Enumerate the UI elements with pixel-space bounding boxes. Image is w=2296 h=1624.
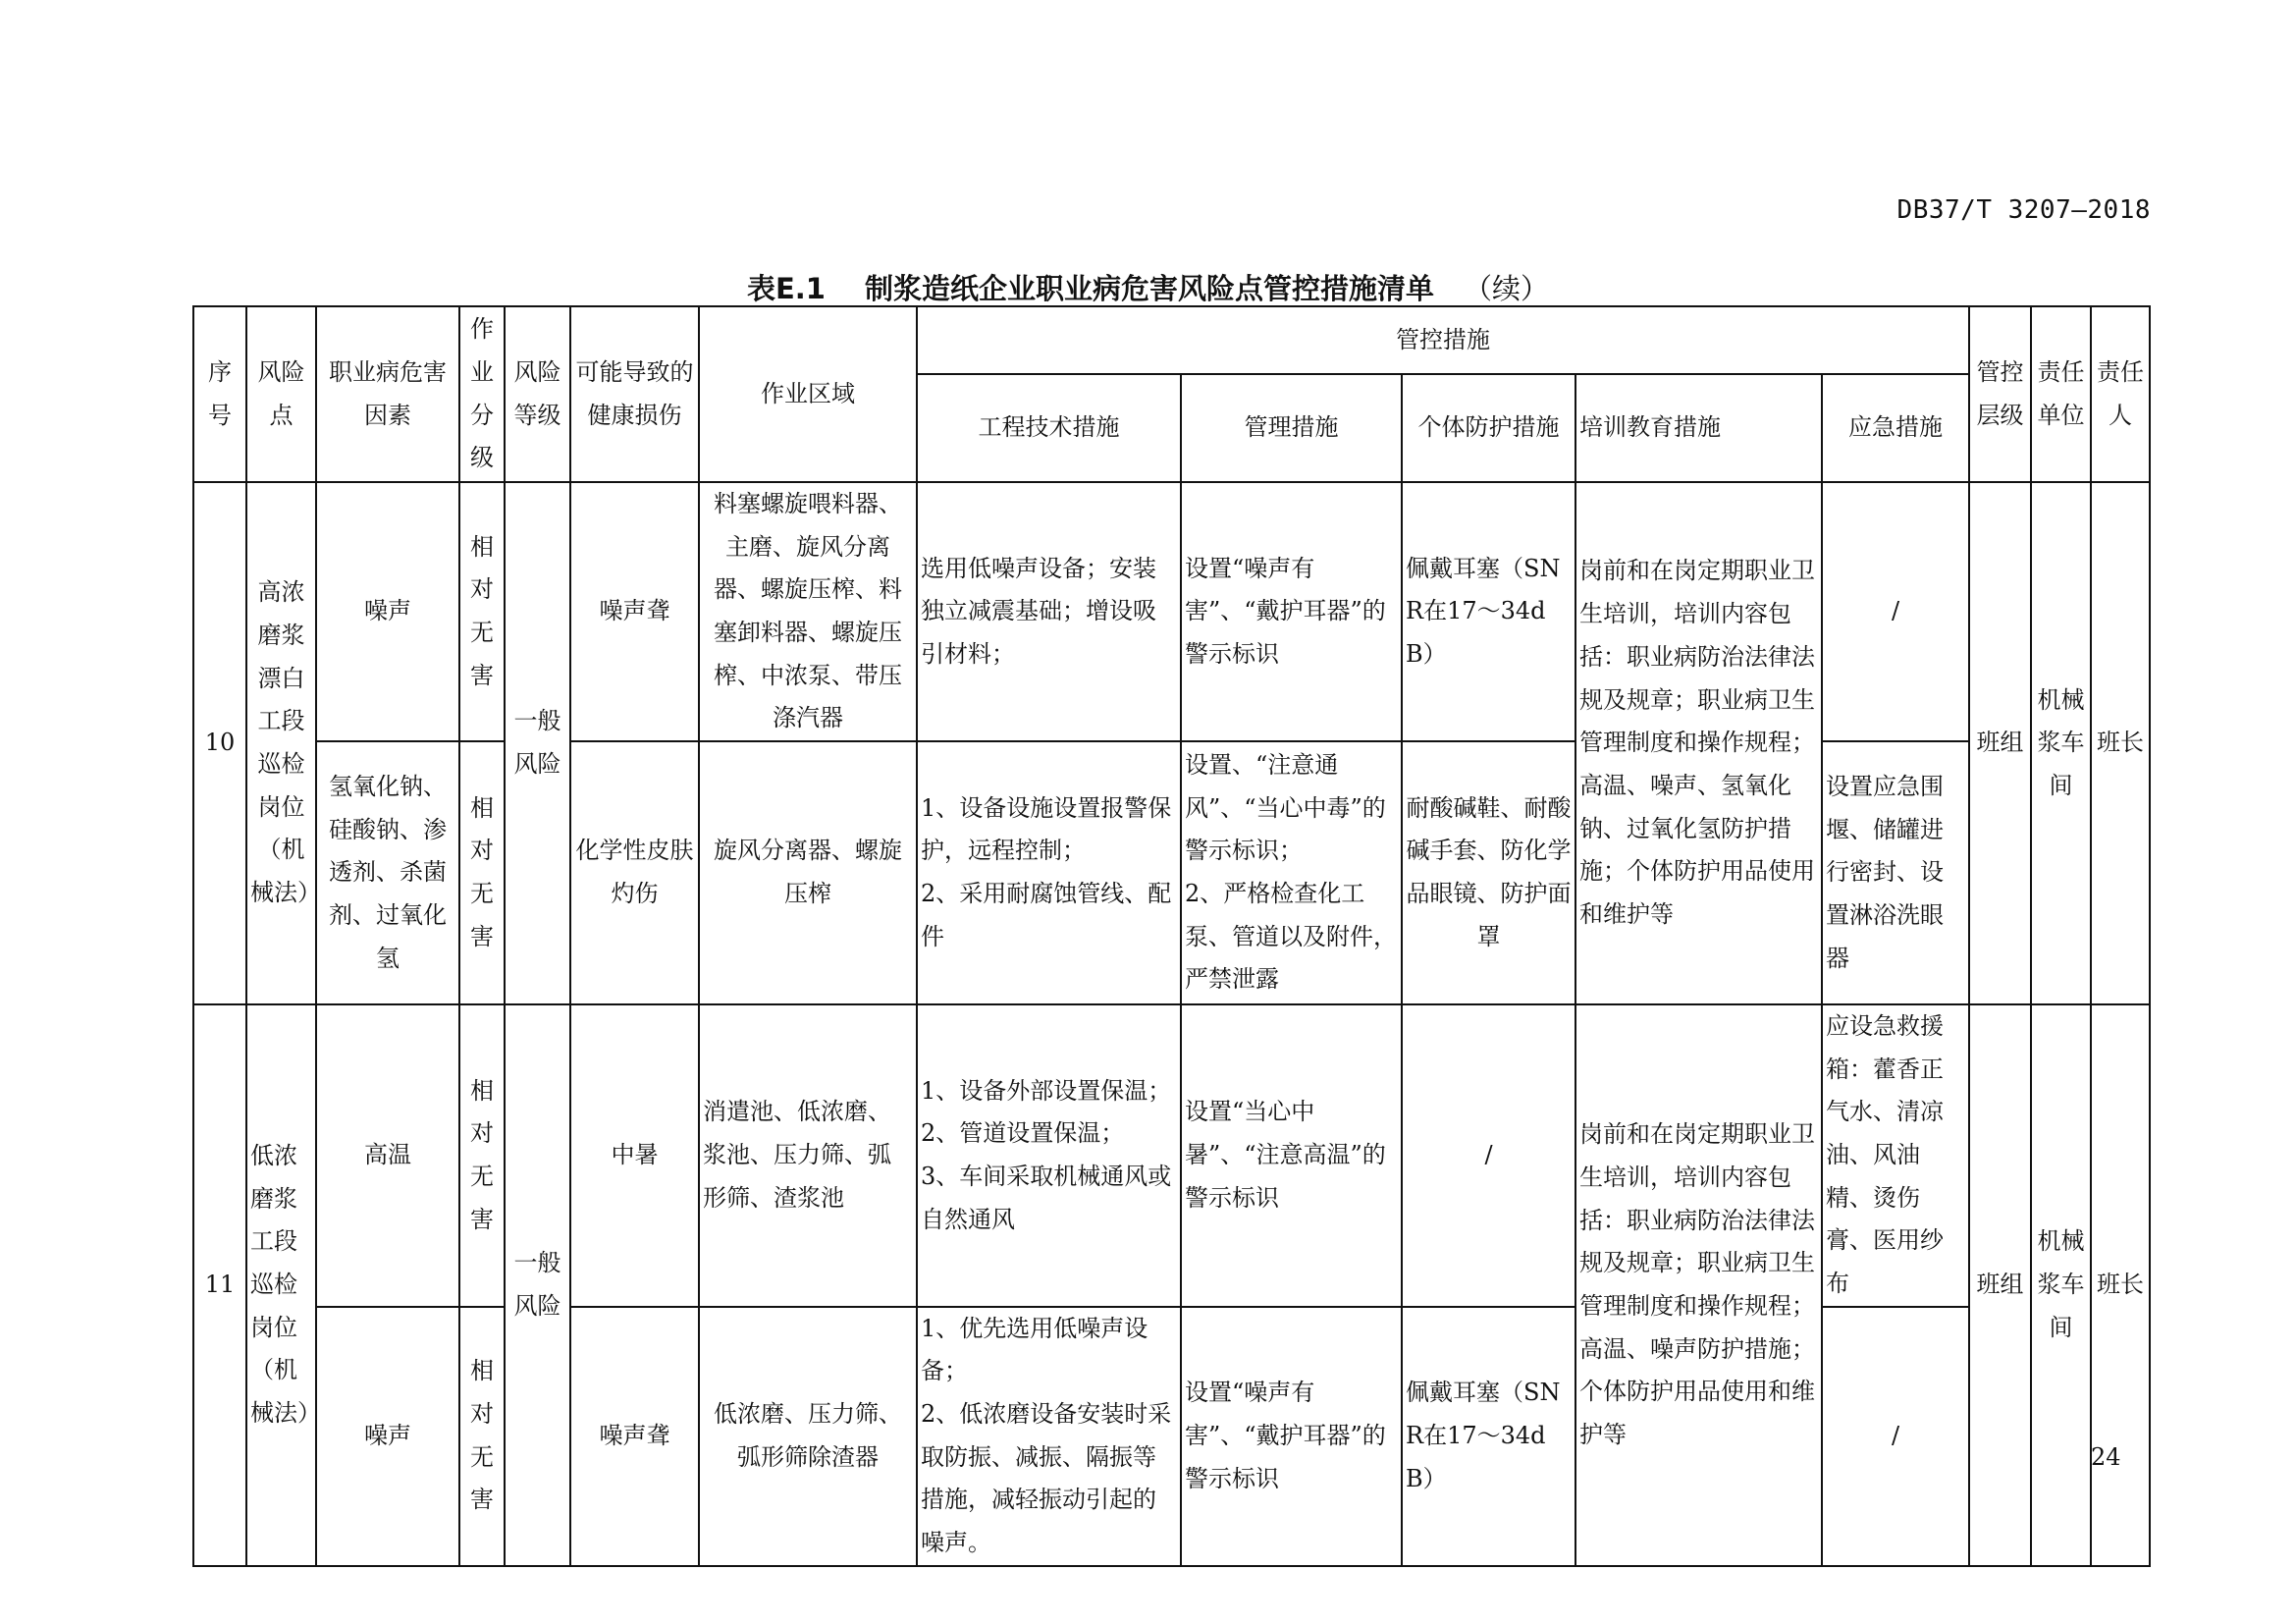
management-cell xyxy=(1181,741,1402,1004)
emergency-cell: / xyxy=(1822,482,1969,741)
col-resp-unit: 责任单位 xyxy=(2031,306,2091,482)
management-line: 设置、“注意通风”、“当心中毒”的警示标识； xyxy=(1185,751,1386,865)
document-number: DB37/T 3207—2018 xyxy=(1896,195,2151,225)
training-cell: 岗前和在岗定期职业卫生培训，培训内容包括：职业病防治法律法规及规章；职业病卫生管理制度和操作规程；高温、噪声防护措施；个体防护用品使用和维护等 xyxy=(1575,1004,1822,1566)
risk-level-cell: 一般风险 xyxy=(505,1004,570,1566)
engineering-line: 1、优先选用低噪声设备； xyxy=(921,1314,1148,1385)
damage-cell: 噪声聋 xyxy=(570,482,699,741)
area-cell: 消遣池、低浓磨、浆池、压力筛、弧形筛、渣浆池 xyxy=(699,1004,917,1307)
table-row xyxy=(193,741,2150,1004)
col-resp-person: 责任人 xyxy=(2091,306,2150,482)
header-row-1 xyxy=(193,306,2150,374)
col-engineering: 工程技术措施 xyxy=(917,374,1181,482)
col-control-measures: 管控措施 xyxy=(917,306,1969,374)
engineering-line: 3、车间采取机械通风或自然通风 xyxy=(921,1162,1172,1233)
col-seq: 序号 xyxy=(193,306,246,482)
ppe-cell: 佩戴耳塞（SNR在17～34dB） xyxy=(1402,1307,1575,1566)
hazard-cell: 噪声 xyxy=(316,1307,459,1566)
ppe-cell: 耐酸碱鞋、耐酸碱手套、防化学品眼镜、防护面罩 xyxy=(1402,741,1575,1004)
grade-cell: 相对无害 xyxy=(459,1004,505,1307)
area-cell: 料塞螺旋喂料器、主磨、旋风分离器、螺旋压榨、料塞卸料器、螺旋压榨、中浓泵、带压涤汽器 xyxy=(699,482,917,741)
hazard-cell: 氢氧化钠、硅酸钠、渗透剂、杀菌剂、过氧化氢 xyxy=(316,741,459,1004)
table-row xyxy=(193,482,2150,741)
seq-cell: 11 xyxy=(193,1004,246,1566)
damage-cell: 化学性皮肤灼伤 xyxy=(570,741,699,1004)
engineering-line: 2、采用耐腐蚀管线、配件 xyxy=(921,880,1172,950)
col-work-area: 作业区域 xyxy=(699,306,917,482)
col-training: 培训教育措施 xyxy=(1575,374,1822,482)
grade-cell: 相对无害 xyxy=(459,482,505,741)
resp-unit-cell: 机械浆车间 xyxy=(2031,1004,2091,1566)
risk-control-table xyxy=(192,305,2151,1567)
damage-cell: 噪声聋 xyxy=(570,1307,699,1566)
emergency-cell: 应设急救援箱：藿香正气水、清凉油、风油精、烫伤膏、医用纱布 xyxy=(1822,1004,1969,1307)
engineering-line: 2、管道设置保温； xyxy=(921,1119,1125,1148)
col-ppe: 个体防护措施 xyxy=(1402,374,1575,482)
engineering-cell xyxy=(917,1004,1181,1307)
col-risk-level: 风险等级 xyxy=(505,306,570,482)
resp-unit-cell: 机械浆车间 xyxy=(2031,482,2091,1004)
seq-cell: 10 xyxy=(193,482,246,1004)
resp-person-cell: 班长 xyxy=(2091,482,2150,1004)
col-job-grade: 作业分级 xyxy=(459,306,505,482)
emergency-cell: / xyxy=(1822,1307,1969,1566)
risk-point-cell: 低浓磨浆工段巡检岗位（机械法） xyxy=(246,1004,316,1566)
table-row xyxy=(193,1307,2150,1566)
table-title xyxy=(0,267,2296,307)
management-cell: 设置“噪声有害”、“戴护耳器”的警示标识 xyxy=(1181,482,1402,741)
training-cell: 岗前和在岗定期职业卫生培训，培训内容包括：职业病防治法律法规及规章；职业病卫生管理制度和操作规程；高温、噪声、氢氧化钠、过氧化氢防护措施；个体防护用品使用和维护等 xyxy=(1575,482,1822,1004)
col-emergency: 应急措施 xyxy=(1822,374,1969,482)
grade-cell: 相对无害 xyxy=(459,741,505,1004)
management-cell: 设置“当心中暑”、“注意高温”的警示标识 xyxy=(1181,1004,1402,1307)
engineering-cell: 选用低噪声设备；安装独立减震基础；增设吸引材料； xyxy=(917,482,1181,741)
continued-mark: （续） xyxy=(1464,272,1550,305)
table-label: 表E.1 xyxy=(746,272,826,305)
hazard-cell: 噪声 xyxy=(316,482,459,741)
hazard-cell: 高温 xyxy=(316,1004,459,1307)
page-number: 24 xyxy=(2091,1443,2121,1471)
control-level-cell: 班组 xyxy=(1969,1004,2031,1566)
resp-person-cell: 班长 xyxy=(2091,1004,2150,1566)
area-cell: 旋风分离器、螺旋压榨 xyxy=(699,741,917,1004)
management-cell: 设置“噪声有害”、“戴护耳器”的警示标识 xyxy=(1181,1307,1402,1566)
col-health-damage: 可能导致的健康损伤 xyxy=(570,306,699,482)
col-hazard-factor: 职业病危害因素 xyxy=(316,306,459,482)
col-risk-point: 风险点 xyxy=(246,306,316,482)
engineering-cell xyxy=(917,741,1181,1004)
table-title-text: 制浆造纸企业职业病危害风险点管控措施清单 xyxy=(864,272,1434,305)
control-level-cell: 班组 xyxy=(1969,482,2031,1004)
grade-cell: 相对无害 xyxy=(459,1307,505,1566)
damage-cell: 中暑 xyxy=(570,1004,699,1307)
ppe-cell: / xyxy=(1402,1004,1575,1307)
risk-point-cell: 高浓磨浆漂白工段巡检岗位（机械法） xyxy=(246,482,316,1004)
table-row xyxy=(193,1004,2150,1307)
management-line: 2、严格检查化工泵、管道以及附件，严禁泄露 xyxy=(1185,880,1397,994)
area-cell: 低浓磨、压力筛、弧形筛除渣器 xyxy=(699,1307,917,1566)
col-control-level: 管控层级 xyxy=(1969,306,2031,482)
engineering-line: 1、设备设施设置报警保护，远程控制； xyxy=(921,793,1172,865)
col-management: 管理措施 xyxy=(1181,374,1402,482)
engineering-line: 2、低浓磨设备安装时采取防振、减振、隔振等措施，减轻振动引起的噪声。 xyxy=(921,1400,1172,1557)
ppe-cell: 佩戴耳塞（SNR在17～34dB） xyxy=(1402,482,1575,741)
risk-level-cell: 一般风险 xyxy=(505,482,570,1004)
engineering-line: 1、设备外部设置保温； xyxy=(921,1076,1172,1105)
engineering-cell xyxy=(917,1307,1181,1566)
emergency-cell: 设置应急围堰、储罐进行密封、设置淋浴洗眼器 xyxy=(1822,741,1969,1004)
